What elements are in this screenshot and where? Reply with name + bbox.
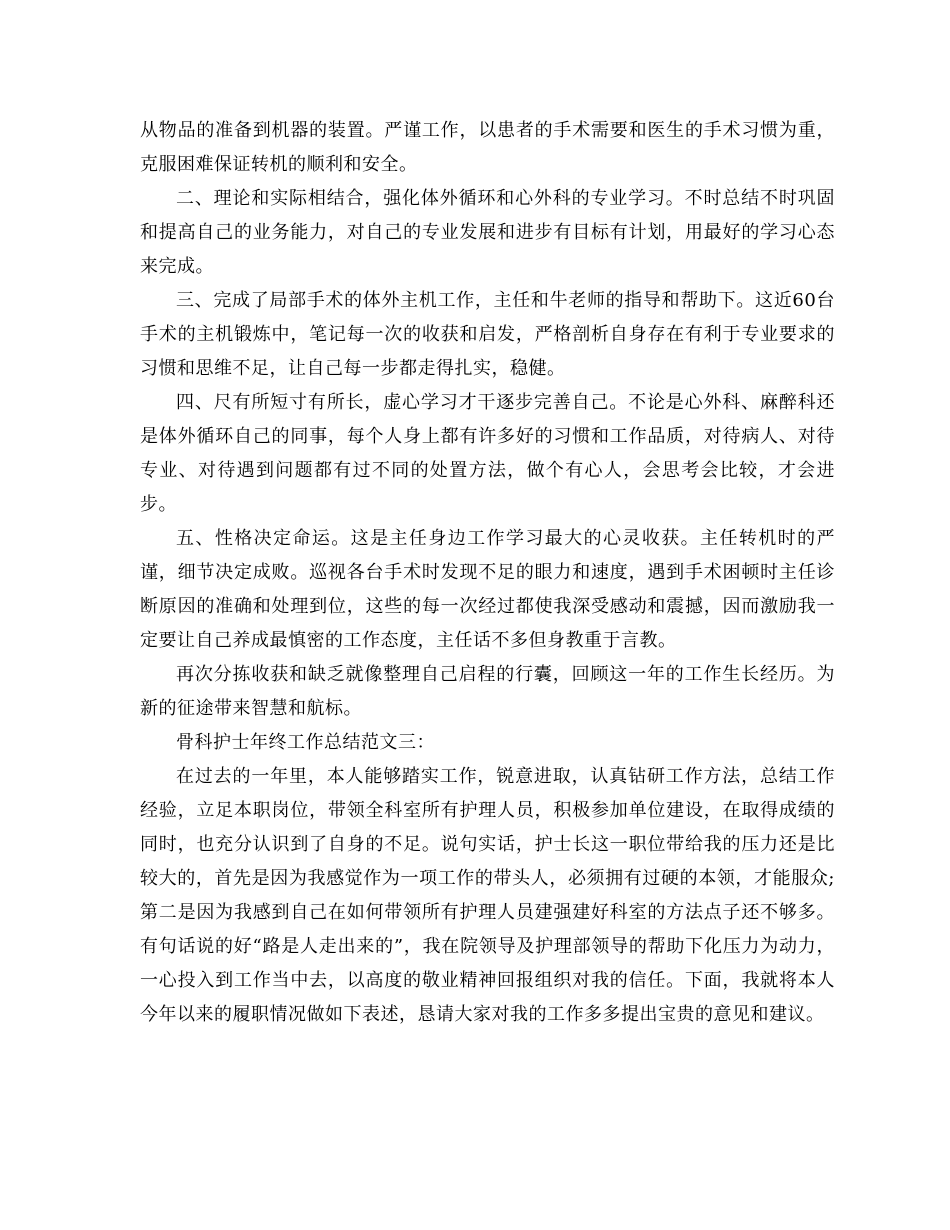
document-body <box>140 114 835 1032</box>
paragraph-point-four: 四、尺有所短寸有所长，虚心学习才干逐步完善自己。不论是心外科、麻醉科还是体外循环自己的同事，每个人身上都有许多好的习惯和工作品质，对待病人、对待专业、对待遇到问题都有过不同的处置方法，做个有心人，会思考会比较，才会进步。 <box>140 392 835 515</box>
paragraph-point-three: 三、完成了局部手术的体外主机工作，主任和牛老师的指导和帮助下。这近60台手术的主机锻炼中，笔记每一次的收获和启发，严格剖析自身存在有利于专业要求的习惯和思维不足，让自己每一步都走得扎实，稳健。 <box>140 290 835 379</box>
section-heading: 骨科护士年终工作总结范文三： <box>176 732 435 753</box>
paragraph-point-two: 二、理论和实际相结合，强化体外循环和心外科的专业学习。不时总结不时巩固和提高自己的业务能力，对自己的专业发展和进步有目标有计划，用最好的学习心态来完成。 <box>140 188 835 277</box>
paragraph-section-three: 在过去的一年里，本人能够踏实工作，锐意进取，认真钻研工作方法，总结工作经验，立足本职岗位，带领全科室所有护理人员，积极参加单位建设，在取得成绩的同时，也充分认识到了自身的不足。说句实话，护士长这一职位带给我的压力还是比较大的，首先是因为我感觉作为一项工作的带头人，必须拥有过硬的本领，才能服众;第二是因为我感到自己在如何带领所有护理人员建强建好科室的方法点子还不够多。有句话说的好“路是人走出来的”，我在院领导及护理部领导的帮助下化压力为动力，一心投入到工作当中去，以高度的敬业精神回报组织对我的信任。下面，我就将本人今年以来的履职情况做如下表述，恳请大家对我的工作多多提出宝贵的意见和建议。 <box>140 766 835 1025</box>
paragraph-closing: 再次分拣收获和缺乏就像整理自己启程的行囊，回顾这一年的工作生长经历。为新的征途带来智慧和航标。 <box>140 664 835 719</box>
paragraph-continuation: 从物品的准备到机器的装置。严谨工作，以患者的手术需要和医生的手术习惯为重，克服困难保证转机的顺利和安全。 <box>140 120 835 175</box>
paragraph-point-five: 五、性格决定命运。这是主任身边工作学习最大的心灵收获。主任转机时的严谨，细节决定成败。巡视各台手术时发现不足的眼力和速度，遇到手术困顿时主任诊断原因的准确和处理到位，这些的每一次经过都使我深受感动和震撼，因而激励我一定要让自己养成最慎密的工作态度，主任话不多但身教重于言教。 <box>140 528 835 651</box>
